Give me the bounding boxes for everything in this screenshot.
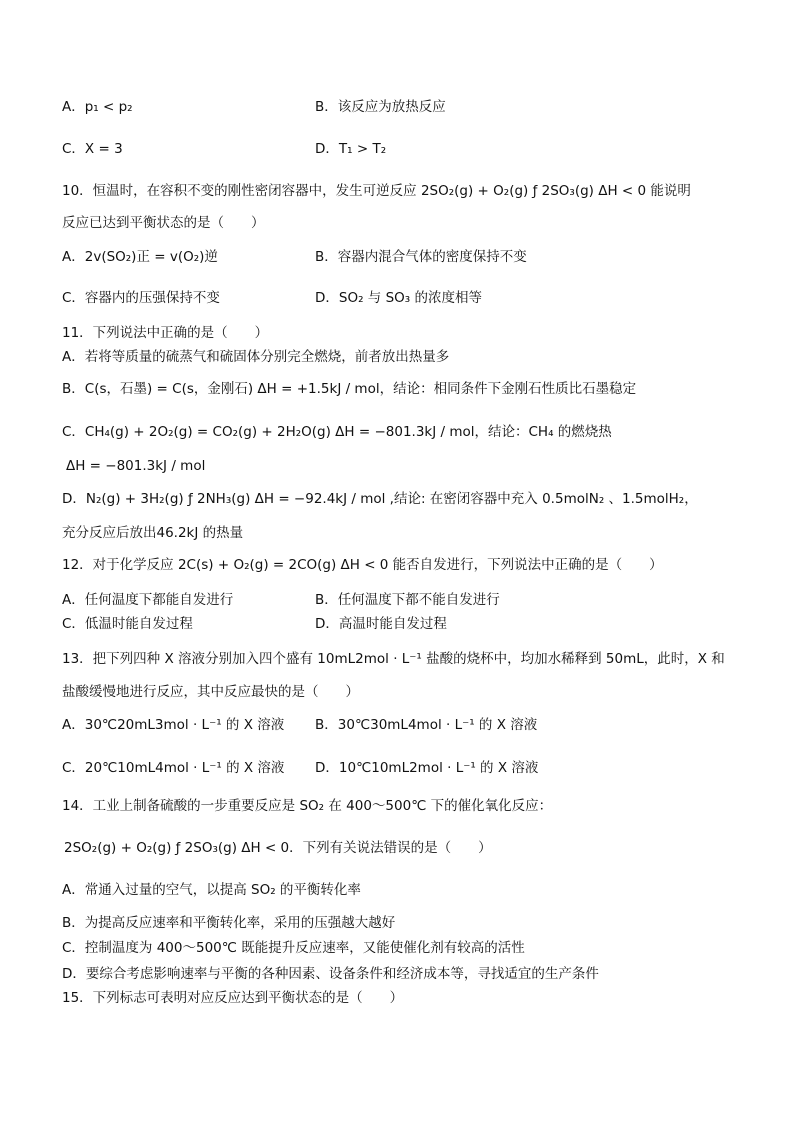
q13-option-b: B．30℃30mL4mol · L⁻¹ 的 X 溶液 [315,717,538,733]
q15-stem: 15．下列标志可表明对应反应达到平衡状态的是（ ） [62,990,404,1006]
q13-option-c: C．20℃10mL4mol · L⁻¹ 的 X 溶液 [62,760,285,776]
q12-option-c: C．低温时能自发过程 [62,616,193,632]
q12-stem: 12．对于化学反应 2C(s) + O₂(g) = 2CO(g) ΔH < 0 能否自发进行，下列说法中正确的是（ ） [62,557,663,573]
q10-stem-cont: 反应已达到平衡状态的是（ ） [62,215,265,231]
q10-option-b: B．容器内混合气体的密度保持不变 [315,249,527,265]
q11-option-b: B．C(s，石墨) = C(s，金刚石) ΔH = +1.5kJ / mol，结论：相同条件下金刚石性质比石墨稳定 [62,381,637,397]
q14-option-d: D．要综合考虑影响速率与平衡的各种因素、设备条件和经济成本等，寻找适宜的生产条件 [62,966,599,982]
q10-option-a: A．2v(SO₂)正 = v(O₂)逆 [62,249,218,265]
q13-option-d: D．10℃10mL2mol · L⁻¹ 的 X 溶液 [315,760,539,776]
q9-option-c: C．X = 3 [62,141,123,157]
q10-option-d: D．SO₂ 与 SO₃ 的浓度相等 [315,290,482,306]
q12-option-d: D．高温时能自发过程 [315,616,447,632]
q13-stem-cont: 盐酸缓慢地进行反应，其中反应最快的是（ ） [62,684,359,700]
q13-stem: 13．把下列四种 X 溶液分别加入四个盛有 10mL2mol · L⁻¹ 盐酸的烧杯中，均加水稀释到 50mL，此时，X 和 [62,651,725,667]
q14-option-a: A．常通入过量的空气，以提高 SO₂ 的平衡转化率 [62,882,361,898]
q9-option-a: A．p₁ < p₂ [62,99,133,115]
q10-stem: 10．恒温时，在容积不变的刚性密闭容器中，发生可逆反应 2SO₂(g) + O₂(g) ƒ 2SO₃(g) ΔH < 0 能说明 [62,183,691,199]
q11-stem: 11．下列说法中正确的是（ ） [62,325,269,341]
q12-option-b: B．任何温度下都不能自发进行 [315,592,500,608]
q12-option-a: A．任何温度下都能自发进行 [62,592,234,608]
q11-option-d-cont: 充分反应后放出46.2kJ 的热量 [62,525,244,541]
q14-equation: 2SO₂(g) + O₂(g) ƒ 2SO₃(g) ΔH < 0．下列有关说法错误的是（ ） [64,840,492,856]
q11-option-c-cont: ΔH = −801.3kJ / mol [66,458,206,474]
q14-stem: 14．工业上制备硫酸的一步重要反应是 SO₂ 在 400～500℃ 下的催化氧化反应： [62,798,553,814]
q9-option-d: D．T₁ > T₂ [315,141,387,157]
q11-option-c: C．CH₄(g) + 2O₂(g) = CO₂(g) + 2H₂O(g) ΔH = −801.3kJ / mol，结论：CH₄ 的燃烧热 [62,424,612,440]
q13-option-a: A．30℃20mL3mol · L⁻¹ 的 X 溶液 [62,717,285,733]
q10-option-c: C．容器内的压强保持不变 [62,290,220,306]
q14-option-c: C．控制温度为 400～500℃ 既能提升反应速率，又能使催化剂有较高的活性 [62,940,525,956]
q11-option-a: A．若将等质量的硫蒸气和硫固体分别完全燃烧，前者放出热量多 [62,349,450,365]
q9-option-b: B．该反应为放热反应 [315,99,446,115]
q11-option-d: D．N₂(g) + 3H₂(g) ƒ 2NH₃(g) ΔH = −92.4kJ / mol ,结论: 在密闭容器中充入 0.5molN₂ 、1.5molH₂， [62,491,698,507]
q14-option-b: B．为提高反应速率和平衡转化率，采用的压强越大越好 [62,915,396,931]
